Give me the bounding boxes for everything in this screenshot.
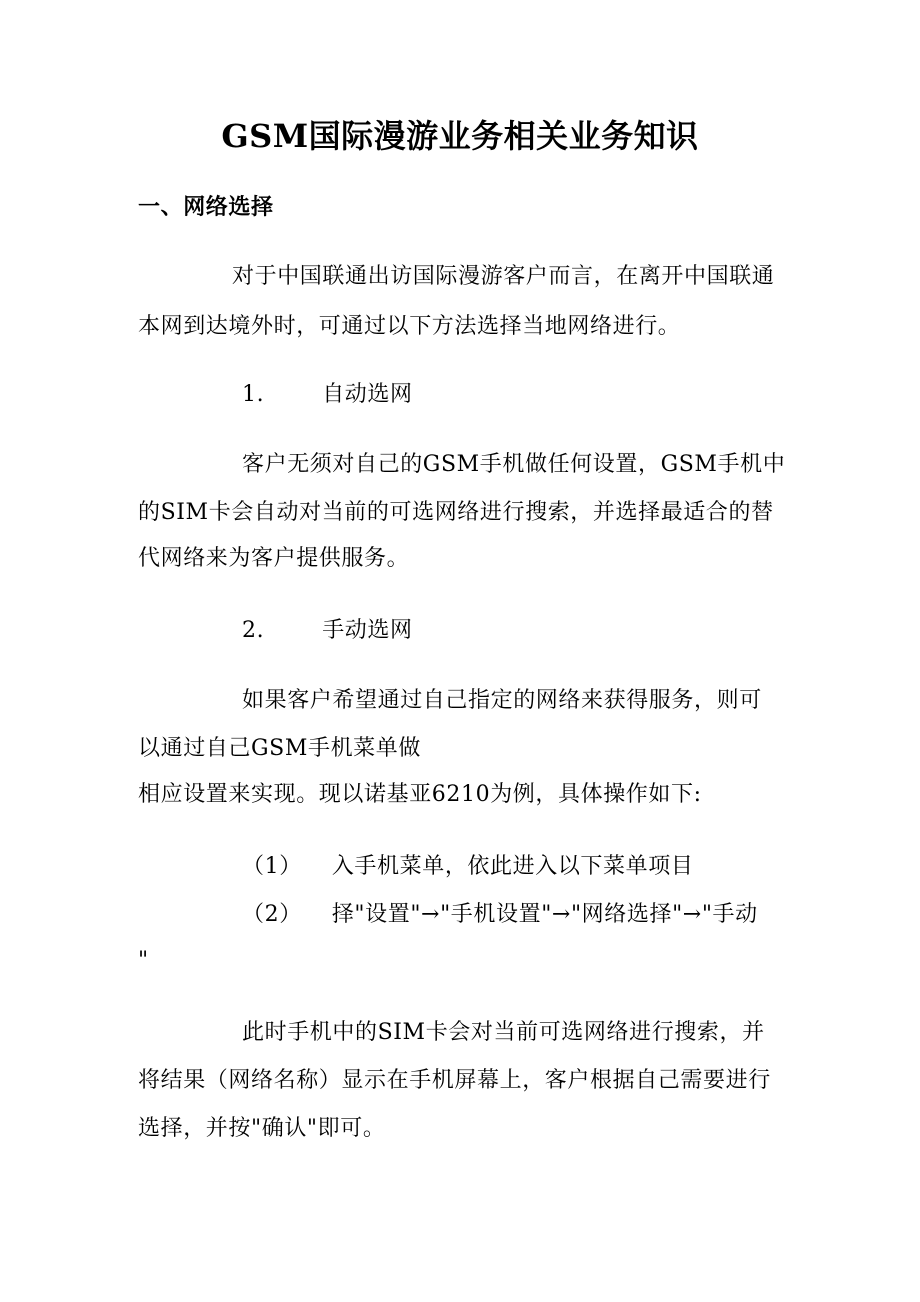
step-2-continuation: " <box>138 948 149 973</box>
item-1-number: 1. <box>242 382 265 407</box>
result-paragraph-line-1: 此时手机中的SIM卡会对当前可选网络进行搜索，并 <box>242 1020 765 1045</box>
auto-select-paragraph-line-2: 的SIM卡会自动对当前的可选网络进行搜索，并选择最适合的替 <box>138 500 774 525</box>
step-1-number: （1） <box>242 854 302 879</box>
manual-select-paragraph-line-2: 以通过自己GSM手机菜单做 <box>138 736 421 761</box>
item-2-heading <box>242 616 413 646</box>
step-1 <box>242 852 693 882</box>
document-title: GSM国际漫游业务相关业务知识 <box>221 117 699 155</box>
item-2-label: 手动选网 <box>322 618 413 643</box>
intro-paragraph-line-2: 本网到达境外时，可通过以下方法选择当地网络进行。 <box>138 314 681 339</box>
auto-select-paragraph-line-3: 代网络来为客户提供服务。 <box>138 546 410 571</box>
manual-select-paragraph-line-1: 如果客户希望通过自己指定的网络来获得服务，则可 <box>242 688 762 713</box>
auto-select-paragraph-line-1: 客户无须对自己的GSM手机做任何设置，GSM手机中 <box>242 452 786 477</box>
item-2-number: 2. <box>242 618 265 643</box>
result-paragraph-line-2: 将结果（网络名称）显示在手机屏幕上，客户根据自己需要进行 <box>138 1068 771 1093</box>
manual-select-paragraph-line-3: 相应设置来实现。现以诺基亚6210为例，具体操作如下: <box>138 782 702 807</box>
item-1-label: 自动选网 <box>322 382 413 407</box>
section-heading-network-selection: 一、网络选择 <box>138 194 274 220</box>
step-2-text: 择"设置"→"手机设置"→"网络选择"→"手动 <box>331 902 758 927</box>
intro-paragraph-line-1: 对于中国联通出访国际漫游客户而言，在离开中国联通 <box>232 264 775 289</box>
step-2-number: （2） <box>242 902 302 927</box>
result-paragraph-line-3: 选择，并按"确认"即可。 <box>138 1116 386 1141</box>
item-1-heading <box>242 380 413 410</box>
step-1-text: 入手机菜单，依此进入以下菜单项目 <box>331 854 694 879</box>
step-2 <box>242 900 758 930</box>
